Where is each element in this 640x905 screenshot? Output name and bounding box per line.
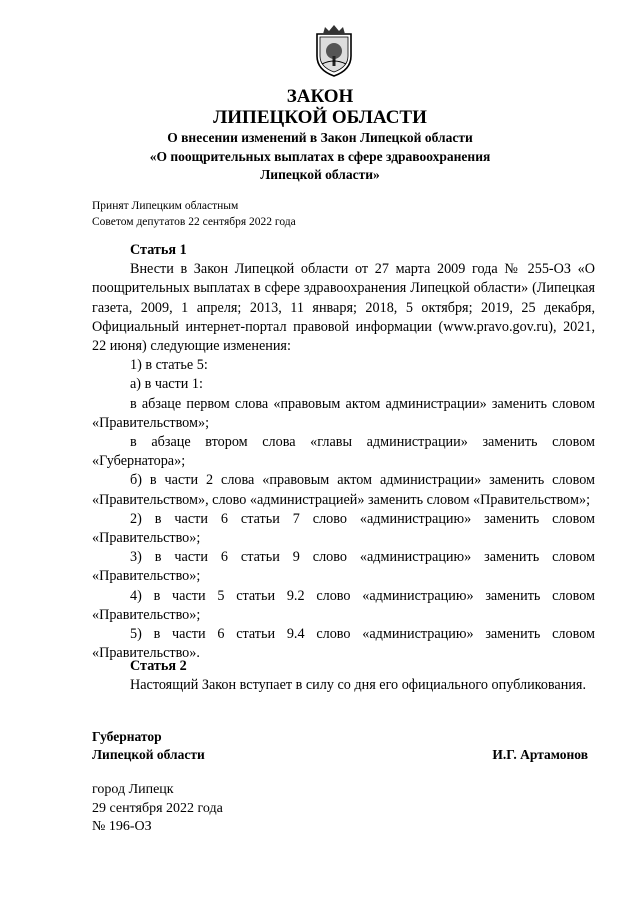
law-title-line1: ЗАКОН (286, 86, 354, 107)
article-1-item-a2: в абзаце втором слова «главы администрации» заменить словом «Губернатора»; (92, 434, 595, 470)
article-2 (92, 657, 595, 695)
article-1 (92, 241, 595, 663)
law-subtitle-line2: «О поощрительных выплатах в сфере здравоохранения (149, 149, 491, 164)
article-2-heading: Статья 2 (130, 658, 187, 674)
law-subtitle-line3: Липецкой области» (260, 167, 380, 182)
footer-city: город Липецк (92, 782, 174, 797)
article-2-text: Настоящий Закон вступает в силу со дня его официального опубликования. (130, 677, 586, 694)
coat-of-arms-icon (313, 24, 355, 78)
footer-number: № 196-ОЗ (92, 819, 152, 834)
article-1-item-5: 5) в части 6 статьи 9.4 слово «администрацию» заменить словом «Правительство». (92, 626, 595, 662)
footer-date: 29 сентября 2022 года (92, 800, 223, 816)
article-1-item-4: 4) в части 5 статьи 9.2 слово «администрацию» заменить словом «Правительство»; (92, 587, 595, 623)
article-1-intro: Внести в Закон Липецкой области от 27 марта 2009 года № 255-ОЗ «О поощрительных выплатах в сфере здравоохранения Липецкой области» (Липецкая газета, 2009, 1 апреля; 2013, 11 января; 2018, 5 октября; 2019, 25 декабря, Официальный интернет-портал правовой информации (www.pravo.gov.ru), 2021, 22 июня) следующие изменения: (92, 261, 595, 355)
law-subtitle-line1: О внесении изменений в Закон Липецкой области (167, 130, 473, 145)
article-1-item-3: 3) в части 6 статьи 9 слово «администрацию» заменить словом «Правительство»; (92, 549, 595, 585)
document-footer (92, 781, 223, 837)
signature-block (92, 728, 592, 764)
article-1-item-a1: в абзаце первом слова «правовым актом администрации» заменить словом «Правительством»; (92, 395, 595, 431)
adoption-note-line2: Советом депутатов 22 сентября 2022 года (92, 216, 296, 228)
adoption-note (92, 198, 296, 230)
signatory-position-line2: Липецкой области (92, 747, 205, 762)
signatory-position-line1: Губернатор (92, 729, 162, 744)
article-1-item-2: 2) в части 6 статьи 7 слово «администрацию» заменить словом «Правительство»; (92, 510, 595, 547)
adoption-note-line1: Принят Липецким областным (92, 200, 239, 212)
signatory-name: И.Г. Артамонов (492, 747, 588, 762)
article-1-item-1: 1) в статье 5: (130, 357, 208, 374)
article-1-item-a: а) в части 1: (130, 376, 203, 393)
article-1-item-b: б) в части 2 слова «правовым актом администрации» заменить словом «Правительством», слово «администрацией» заменить словом «Правительством»; (92, 472, 595, 508)
article-1-heading: Статья 1 (130, 242, 187, 258)
law-title-line2: ЛИПЕЦКОЙ ОБЛАСТИ (213, 107, 427, 128)
